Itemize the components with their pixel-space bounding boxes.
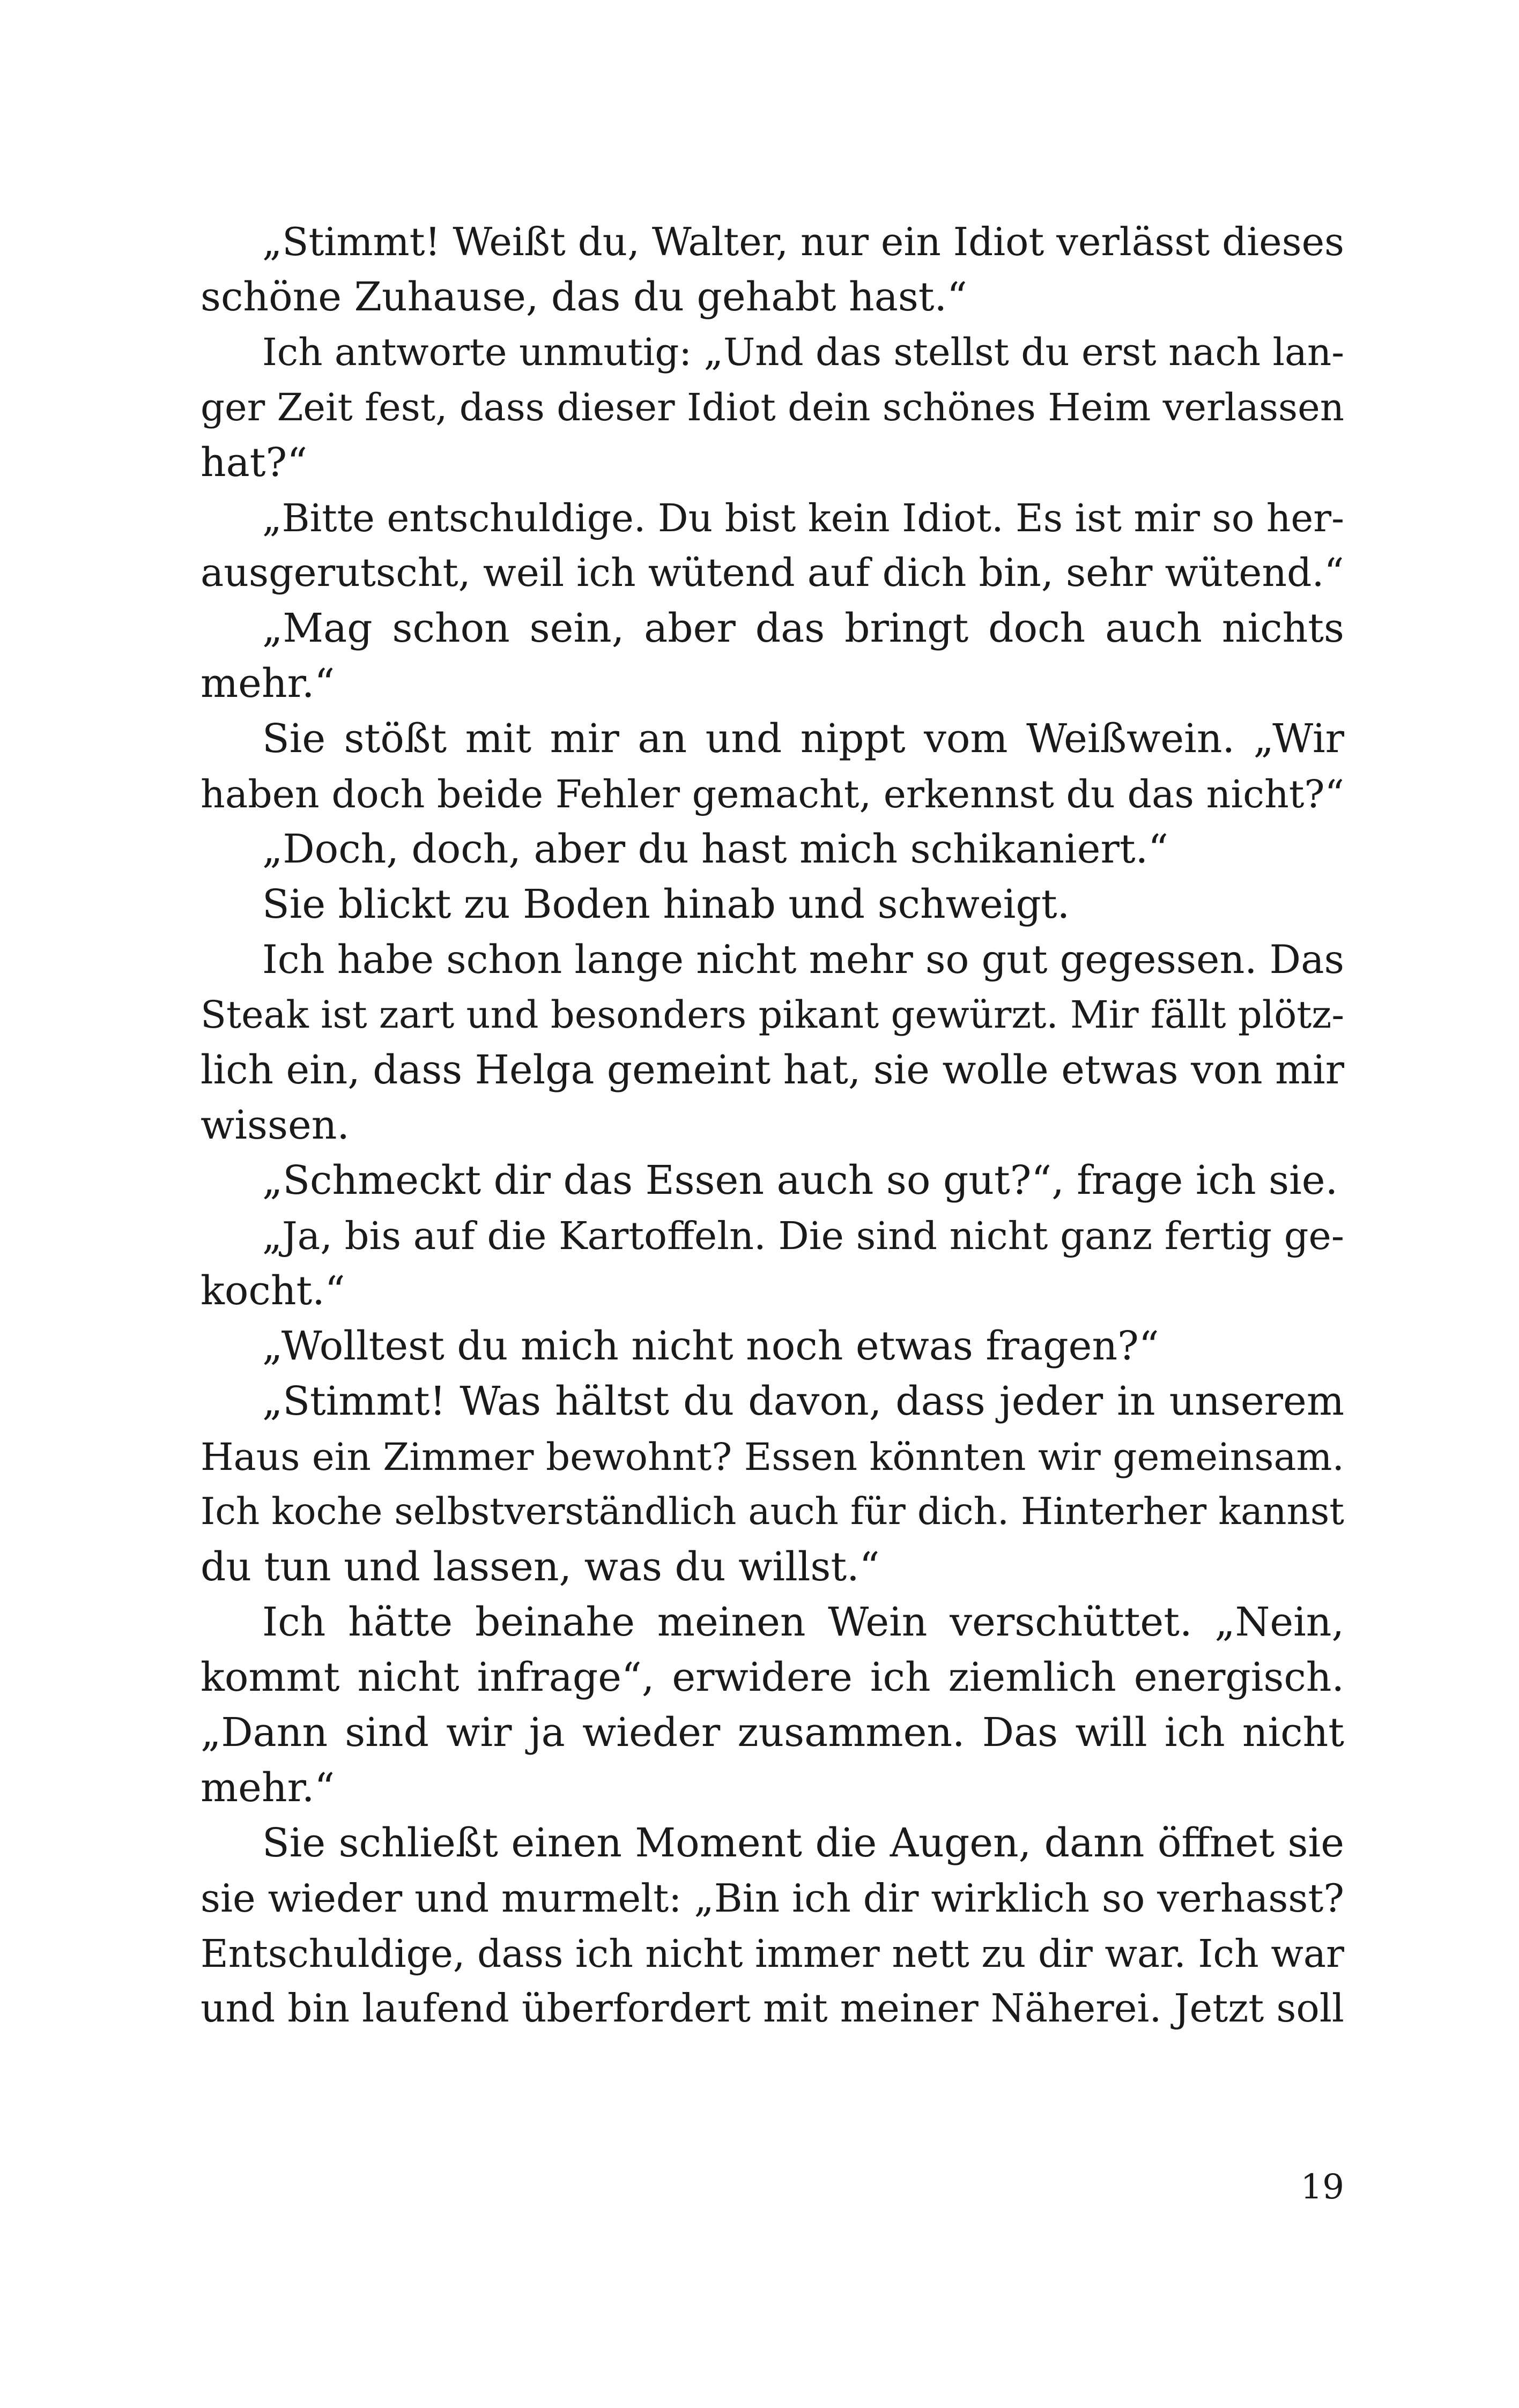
- text-line: mehr.“: [201, 1765, 335, 1811]
- text-line: „Stimmt! Weißt du, Walter, nur ein Idiot verlässt dieses: [262, 219, 1344, 264]
- text-line: Steak ist zart und besonders pikant gewürzt. Mir fällt plötz-: [201, 993, 1344, 1037]
- text-line: „Dann sind wir ja wieder zusammen. Das will ich nicht: [201, 1710, 1344, 1756]
- text-line: Ich antworte unmutig: „Und das stellst du erst nach lan-: [262, 330, 1344, 374]
- text-line: lich ein, dass Helga gemeint hat, sie wolle etwas von mir: [201, 1047, 1344, 1093]
- text-line: schöne Zuhause, das du gehabt hast.“: [201, 274, 967, 320]
- text-line: haben doch beide Fehler gemacht, erkennst du das nicht?“: [201, 772, 1344, 816]
- text-line: und bin laufend überfordert mit meiner Näherei. Jetzt soll: [201, 1986, 1344, 2031]
- text-line: hat?“: [201, 440, 308, 486]
- text-line: wissen.: [201, 1102, 350, 1148]
- text-line: kocht.“: [201, 1268, 345, 1314]
- text-line: Haus ein Zimmer bewohnt? Essen könnten wir gemeinsam.: [201, 1435, 1344, 1479]
- text-line: Entschuldige, dass ich nicht immer nett zu dir war. Ich war: [201, 1931, 1344, 1976]
- text-line: „Mag schon sein, aber das bringt doch auch nichts: [262, 605, 1344, 651]
- text-line: „Doch, doch, aber du hast mich schikaniert.“: [262, 826, 1168, 872]
- text-line: mehr.“: [201, 660, 335, 707]
- text-line: kommt nicht infrage“, erwidere ich ziemlich energisch.: [201, 1654, 1344, 1700]
- text-line: du tun und lassen, was du willst.“: [201, 1544, 880, 1590]
- text-line: „Stimmt! Was hältst du davon, dass jeder in unserem: [262, 1378, 1344, 1424]
- text-line: Sie blickt zu Boden hinab und schweigt.: [262, 881, 1070, 927]
- text-line: Ich koche selbstverständlich auch für dich. Hinterher kannst: [201, 1490, 1344, 1533]
- text-line: Sie schließt einen Moment die Augen, dann öffnet sie: [262, 1820, 1344, 1866]
- page-number: 19: [1300, 2167, 1344, 2207]
- text-line: ger Zeit fest, dass dieser Idiot dein schönes Heim verlassen: [201, 385, 1344, 429]
- text-line: Sie stößt mit mir an und nippt vom Weißwein. „Wir: [262, 716, 1344, 762]
- text-line: ausgerutscht, weil ich wütend auf dich bin, sehr wütend.“: [201, 551, 1344, 596]
- body-text: [201, 214, 1344, 2037]
- text-line: sie wieder und murmelt: „Bin ich dir wirklich so verhasst?: [201, 1876, 1344, 1921]
- text-line: „Schmeckt dir das Essen auch so gut?“, frage ich sie.: [262, 1157, 1338, 1203]
- text-line: „Bitte entschuldige. Du bist kein Idiot. Es ist mir so her-: [262, 496, 1344, 540]
- text-line: Ich habe schon lange nicht mehr so gut gegessen. Das: [262, 937, 1344, 983]
- text-line: „Wolltest du mich nicht noch etwas fragen?“: [262, 1323, 1159, 1369]
- text-line: „Ja, bis auf die Kartoffeln. Die sind nicht ganz fertig ge-: [262, 1214, 1344, 1258]
- text-line: Ich hätte beinahe meinen Wein verschüttet. „Nein,: [262, 1599, 1344, 1645]
